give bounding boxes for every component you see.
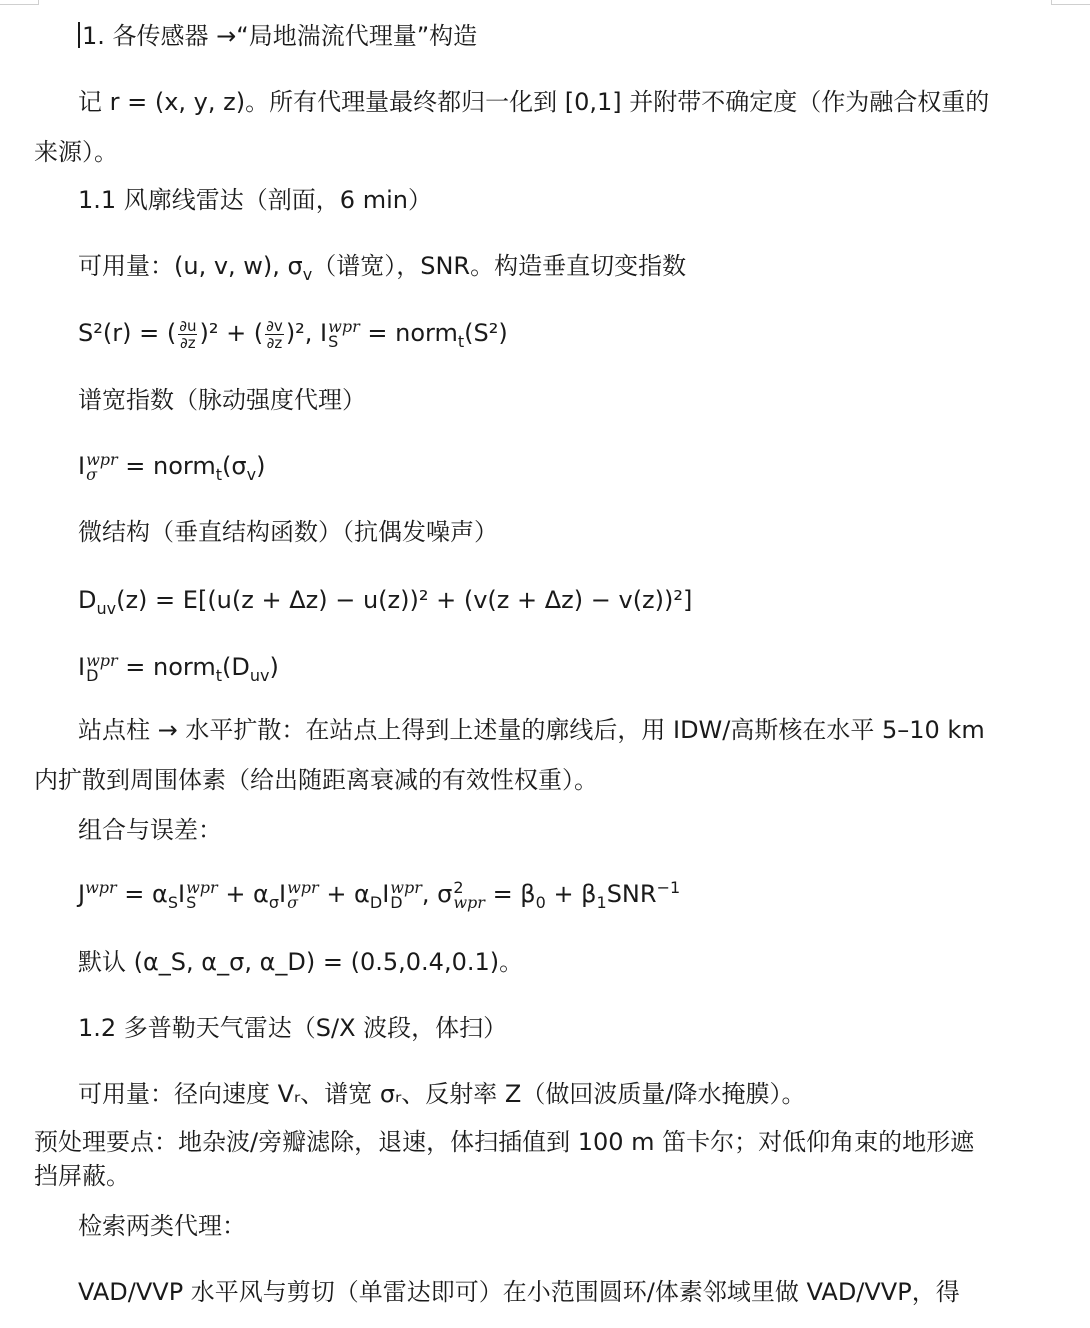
section-heading: 1. 各传感器 →“局地湍流代理量”构造 — [78, 20, 477, 52]
page-corner-right — [1051, 0, 1090, 5]
retrieval-label: 检索两类代理： — [78, 1212, 246, 1240]
microstructure-label: 微结构（垂直结构函数）（抗偶发噪声） — [78, 518, 498, 546]
preprocessing-line-2: 挡屏蔽。 — [34, 1162, 130, 1190]
vad-vvp-line: VAD/VVP 水平风与剪切（单雷达即可）在小范围圆环/体素邻域里做 VAD/VVP，得 — [78, 1278, 960, 1306]
combination-label: 组合与误差： — [78, 816, 222, 844]
radar-available-line: 可用量：径向速度 Vᵣ、谱宽 σᵣ、反射率 Z（做回波质量/降水掩膜）。 — [78, 1080, 806, 1108]
station-diffusion-line-2: 内扩散到周围体素（给出随距离衰减的有效性权重）。 — [34, 766, 598, 794]
combination-formula: $J^{wpr} = \alpha_SI$ wpr S + $\alpha_\sigma I$ wpr σ + $\alpha_DI$ wpr D , σ 2 wpr = $\beta_0 + \beta_1SNR^{-1}$ — [78, 878, 681, 912]
shear-index-formula: S²(r) = ( $\frac{\partial u}{\partial z}$ )² + ( $\frac{\partial v}{\partial z}$ )², I wpr S = norm$_t$(S²) — [78, 316, 508, 352]
section-1-1-heading: 1.1 风廓线雷达（剖面，6 min） — [78, 186, 432, 214]
dv-dz-fraction: $\frac{\partial v}{\partial z}$ — [266, 316, 283, 352]
structure-index-formula: I wpr D = $norm_t(D_{uv})$ — [78, 651, 279, 685]
text-cursor — [78, 22, 80, 48]
du-dz-fraction: $\frac{\partial u}{\partial z}$ — [179, 316, 197, 352]
spectral-width-formula: I wpr σ = $norm_t(\sigma_v)$ — [78, 450, 266, 484]
section-1-2-heading: 1.2 多普勒天气雷达（S/X 波段，体扫） — [78, 1014, 508, 1042]
intro-line-2: 来源）。 — [34, 138, 118, 166]
page-corner-left — [0, 0, 39, 5]
available-quantities-line: 可用量：(u, v, w), $\sigma_v$（谱宽），SNR。构造垂直切变指数 — [78, 252, 687, 284]
station-diffusion-line-1: 站点柱 → 水平扩散：在站点上得到上述量的廓线后，用 IDW/高斯核在水平 5–10 km — [78, 716, 985, 744]
structure-function-formula: $D_{uv}(z) = E[(u(z + \Delta z) - u(z))^2 + (v(z + \Delta z) - v(z))^2]$ — [78, 586, 693, 618]
preprocessing-line-1: 预处理要点：地杂波/旁瓣滤除，退速，体扫插值到 100 m 笛卡尔；对低仰角束的地形遮 — [34, 1128, 975, 1156]
spectral-width-label: 谱宽指数（脉动强度代理） — [78, 386, 366, 414]
intro-line-1: 记 r = (x, y, z)。所有代理量最终都归一化到 [0,1] 并附带不确定度（作为融合权重的 — [78, 88, 990, 116]
default-weights-line: 默认 (α_S, α_σ, α_D) = (0.5,0.4,0.1)。 — [78, 948, 524, 976]
